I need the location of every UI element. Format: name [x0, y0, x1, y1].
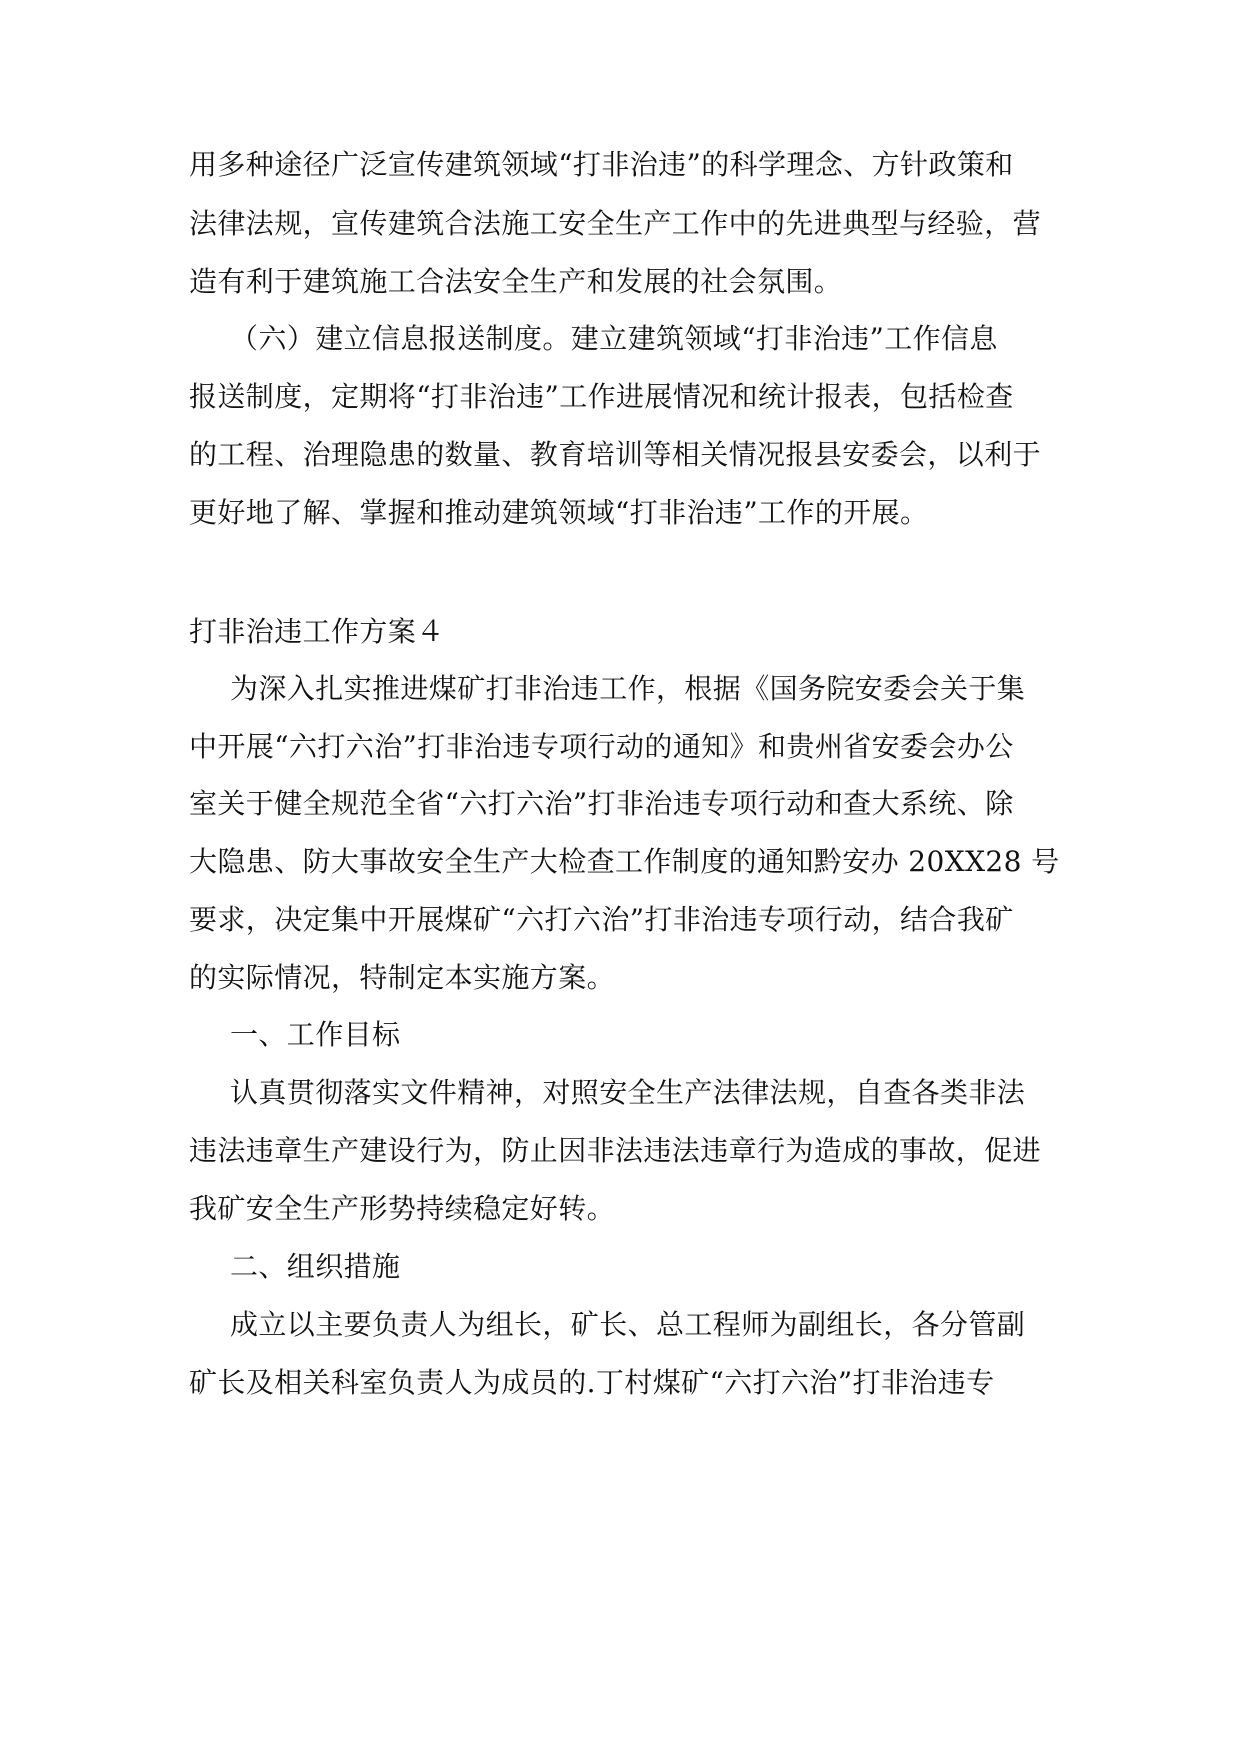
- paragraph-line: 我矿安全生产形势持续稳定好转。: [189, 1192, 616, 1225]
- paragraph-line: 法律法规，宣传建筑合法施工安全生产工作中的先进典型与经验，营: [189, 207, 1042, 240]
- paragraph-line: 认真贯彻落实文件精神，对照安全生产法律法规，自查各类非法: [230, 1076, 1026, 1109]
- paragraph-line: 为深入扎实推进煤矿打非治违工作，根据《国务院安委会关于集: [230, 672, 1026, 705]
- paragraph-line: 室关于健全规范全省“六打六治”打非治违专项行动和查大系统、除: [189, 787, 1014, 820]
- paragraph-line: 报送制度，定期将“打非治违”工作进展情况和统计报表，包括检查: [189, 380, 1014, 413]
- paragraph-line: 矿长及相关科室负责人为成员的.丁村煤矿“六打六治”打非治违专: [189, 1366, 995, 1399]
- paragraph-line: 中开展“六打六治”打非治违专项行动的通知》和贵州省安委会办公: [189, 730, 1014, 763]
- paragraph-line: （六）建立信息报送制度。建立建筑领域“打非治违”工作信息: [230, 322, 998, 355]
- paragraph-line: 要求，决定集中开展煤矿“六打六治”打非治违专项行动，结合我矿: [189, 903, 1014, 936]
- paragraph-line: 的工程、治理隐患的数量、教育培训等相关情况报县安委会，以利于: [189, 438, 1042, 471]
- subsection-heading: 一、工作目标: [230, 1018, 401, 1051]
- paragraph-line: 违法违章生产建设行为，防止因非法违法违章行为造成的事故，促进: [189, 1134, 1042, 1167]
- paragraph-line: 造有利于建筑施工合法安全生产和发展的社会氛围。: [189, 265, 843, 298]
- paragraph-line: 成立以主要负责人为组长，矿长、总工程师为副组长，各分管副: [230, 1308, 1026, 1341]
- paragraph-line: 大隐患、防大事故安全生产大检查工作制度的通知黔安办 20XX28 号: [189, 845, 1060, 878]
- paragraph-line: 更好地了解、掌握和推动建筑领域“打非治违”工作的开展。: [189, 496, 929, 529]
- section-title: 打非治违工作方案４: [189, 615, 445, 648]
- subsection-heading: 二、组织措施: [230, 1250, 401, 1283]
- paragraph-line: 用多种途径广泛宣传建筑领域“打非治违”的科学理念、方针政策和: [189, 148, 1014, 181]
- paragraph-line: 的实际情况，特制定本实施方案。: [189, 961, 616, 994]
